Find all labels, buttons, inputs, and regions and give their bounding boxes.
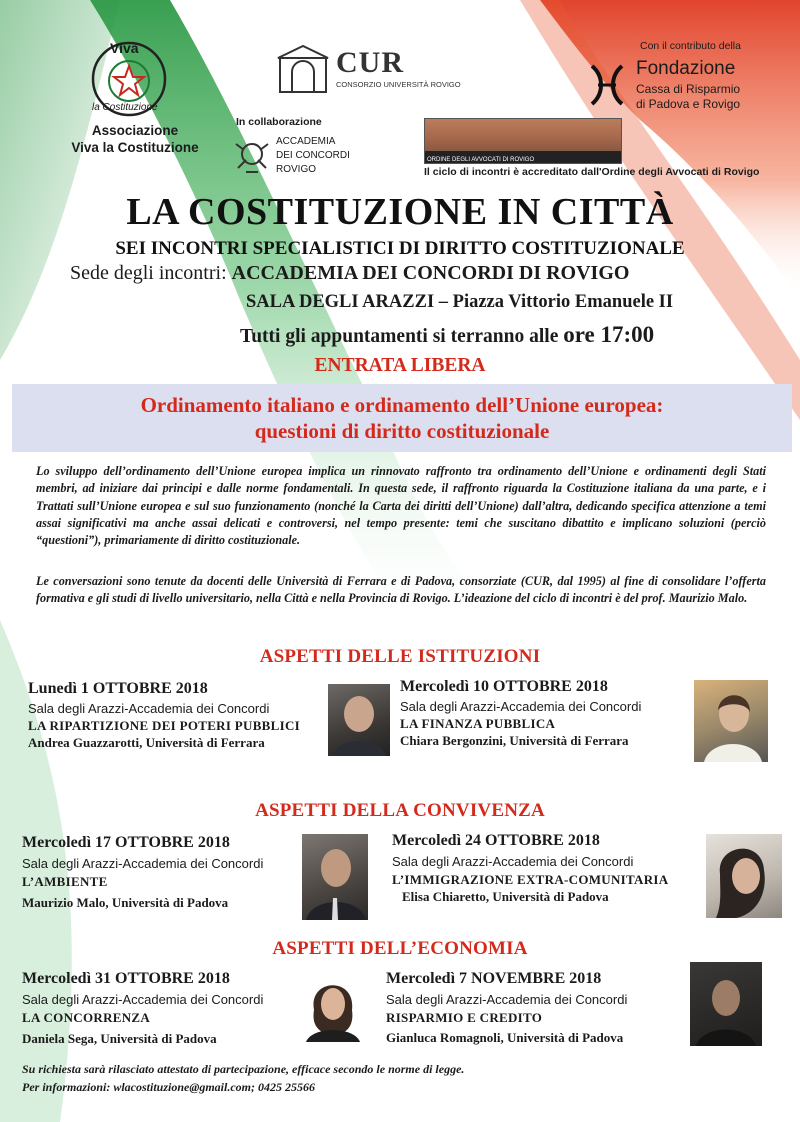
subtitle: SEI INCONTRI SPECIALISTICI DI DIRITTO COSTITUZIONALE	[115, 238, 685, 259]
time-prefix: Tutti gli appuntamenti si terranno alle	[240, 326, 559, 347]
event-topic: L’IMMIGRAZIONE EXTRA-COMUNITARIA	[392, 872, 669, 887]
cur-logo	[274, 44, 461, 96]
event-venue: Sala degli Arazzi-Accademia dei Concordi	[22, 992, 264, 1007]
sede-label: Sede degli incontri:	[70, 262, 227, 284]
fondazione-name: Fondazione	[636, 58, 736, 79]
event-topic: RISPARMIO E CREDITO	[386, 1010, 543, 1025]
event-topic: LA FINANZA PUBBLICA	[400, 716, 556, 731]
event-date: Mercoledì 24 OTTOBRE 2018	[392, 832, 600, 849]
assoc-name-line2: Viva la Costituzione	[71, 140, 199, 155]
accademia-logo	[232, 134, 392, 184]
sede-line	[70, 262, 750, 285]
assoc-logo-text-top: Viva	[110, 40, 139, 56]
theme-line1: Ordinamento italiano e ordinamento dell’Unione europea:	[140, 393, 664, 417]
page-title: LA COSTITUZIONE IN CITTÀ	[126, 191, 674, 233]
event-date: Mercoledì 7 NOVEMBRE 2018	[386, 970, 602, 987]
event-venue: Sala degli Arazzi-Accademia dei Concordi	[22, 856, 264, 871]
event-speaker: Daniela Sega, Università di Padova	[22, 1031, 217, 1046]
sala-line: SALA DEGLI ARAZZI – Piazza Vittorio Emanuele II	[246, 292, 674, 312]
accademia-line2: DEI CONCORDI	[276, 150, 350, 161]
event-1	[28, 680, 328, 751]
entry-label: ENTRATA LIBERA	[314, 355, 486, 376]
assoc-name	[60, 122, 210, 156]
speaker-photo-bergonzini	[694, 680, 768, 762]
fondazione-logo	[588, 58, 788, 118]
time-value: ore 17:00	[563, 322, 655, 347]
fondazione-mark-icon	[588, 62, 626, 108]
event-venue: Sala degli Arazzi-Accademia dei Concordi	[28, 701, 270, 716]
info-label: Per informazioni:	[22, 1080, 111, 1094]
crest-icon	[232, 134, 272, 178]
speaker-photo-guazzarotti	[328, 684, 390, 756]
event-date: Lunedì 1 OTTOBRE 2018	[28, 680, 208, 697]
event-topic: L’AMBIENTE	[22, 874, 108, 889]
event-speaker: Elisa Chiaretto, Università di Padova	[402, 889, 609, 904]
accademia-line3: ROVIGO	[276, 164, 317, 175]
event-speaker: Andrea Guazzarotti, Università di Ferrara	[28, 735, 265, 750]
event-topic: LA CONCORRENZA	[22, 1010, 151, 1025]
event-5	[22, 970, 322, 1047]
speaker-photo-romagnoli	[690, 962, 762, 1046]
section-title-convivenza: ASPETTI DELLA CONVIVENZA	[255, 800, 545, 821]
section-title-economia: ASPETTI DELL’ECONOMIA	[272, 938, 528, 959]
info-contact: wlacostituzione@gmail.com; 0425 25566	[113, 1080, 315, 1094]
speaker-photo-sega	[298, 970, 368, 1042]
accredit-note: Il ciclo di incontri è accreditato dall'Ordine degli Avvocati di Rovigo	[424, 166, 760, 178]
theme-title	[12, 392, 792, 444]
event-6	[386, 970, 706, 1046]
accademia-line1: ACCADEMIA	[276, 136, 336, 147]
assoc-name-line1: Associazione	[91, 123, 179, 138]
ordine-avvocati-image	[424, 118, 622, 164]
cur-name: CUR	[336, 46, 404, 79]
event-date: Mercoledì 10 OTTOBRE 2018	[400, 678, 608, 695]
event-2	[400, 678, 700, 749]
info-line	[22, 1080, 315, 1095]
contrib-label: Con il contributo della	[640, 40, 741, 52]
intro-paragraph-1: Lo sviluppo dell’ordinamento dell’Unione europea implica un rinnovato raffronto tra ordinamento dell’Unione e ordinamenti degli Stati membri, ad iniziare dai principi e dalle norme fondamentali. In questa sede, il raffronto riguarda la Costituzione italiana da una parte, e i Trattati sull’Unione europea e sul suo funzionamento (nonché la Carta dei diritti dell’Unione) dall’altra, dedicando specifica attenzione a temi assai significativi ma anche assai delicati e controversi, nel tempo presente: temi che suscitano dibattito e implicano soluzioni (perciò “questioni”), primariamente di diritto costituzionale.	[36, 464, 766, 548]
event-date: Mercoledì 17 OTTOBRE 2018	[22, 834, 230, 851]
theme-line2: questioni di diritto costituzionale	[254, 419, 550, 443]
time-line	[240, 322, 654, 348]
event-speaker: Chiara Bergonzini, Università di Ferrara	[400, 733, 629, 748]
event-speaker: Gianluca Romagnoli, Università di Padova	[386, 1030, 624, 1045]
event-venue: Sala degli Arazzi-Accademia dei Concordi	[392, 854, 634, 869]
collab-label: In collaborazione	[236, 116, 322, 128]
event-date: Mercoledì 31 OTTOBRE 2018	[22, 970, 230, 987]
fondazione-sub-1: Cassa di Risparmio	[636, 82, 741, 96]
speaker-photo-chiaretto	[706, 834, 782, 918]
ordine-banner-text: ORDINE DEGLI AVVOCATI DI ROVIGO	[427, 157, 535, 163]
event-4	[392, 832, 712, 905]
intro-paragraph-2: Le conversazioni sono tenute da docenti delle Università di Ferrara e di Padova, consorziate (CUR, dal 1995) al fine di consolidare l’offerta formativa e gli studi di livello universitario, nella Città e nella Provincia di Rovigo. L’ideazione del ciclo di incontri è del prof. Maurizio Malo.	[36, 574, 766, 606]
building-icon	[274, 44, 332, 96]
event-venue: Sala degli Arazzi-Accademia dei Concordi	[400, 699, 642, 714]
speaker-photo-malo	[302, 834, 368, 920]
assoc-logo	[88, 38, 170, 120]
cur-subtitle: CONSORZIO UNIVERSITÀ ROVIGO	[336, 80, 461, 89]
sede-value: ACCADEMIA DEI CONCORDI DI ROVIGO	[231, 262, 630, 284]
event-topic: LA RIPARTIZIONE DEI POTERI PUBBLICI	[28, 718, 301, 733]
event-speaker: Maurizio Malo, Università di Padova	[22, 895, 229, 910]
attestato-note: Su richiesta sarà rilasciato attestato di partecipazione, efficace secondo le norme di legge.	[22, 1062, 465, 1076]
event-venue: Sala degli Arazzi-Accademia dei Concordi	[386, 992, 628, 1007]
event-3	[22, 834, 322, 911]
fondazione-sub-2: di Padova e Rovigo	[636, 97, 741, 111]
assoc-logo-text-bottom: la Costituzione	[92, 102, 158, 113]
section-title-istituzioni: ASPETTI DELLE ISTITUZIONI	[259, 646, 541, 667]
